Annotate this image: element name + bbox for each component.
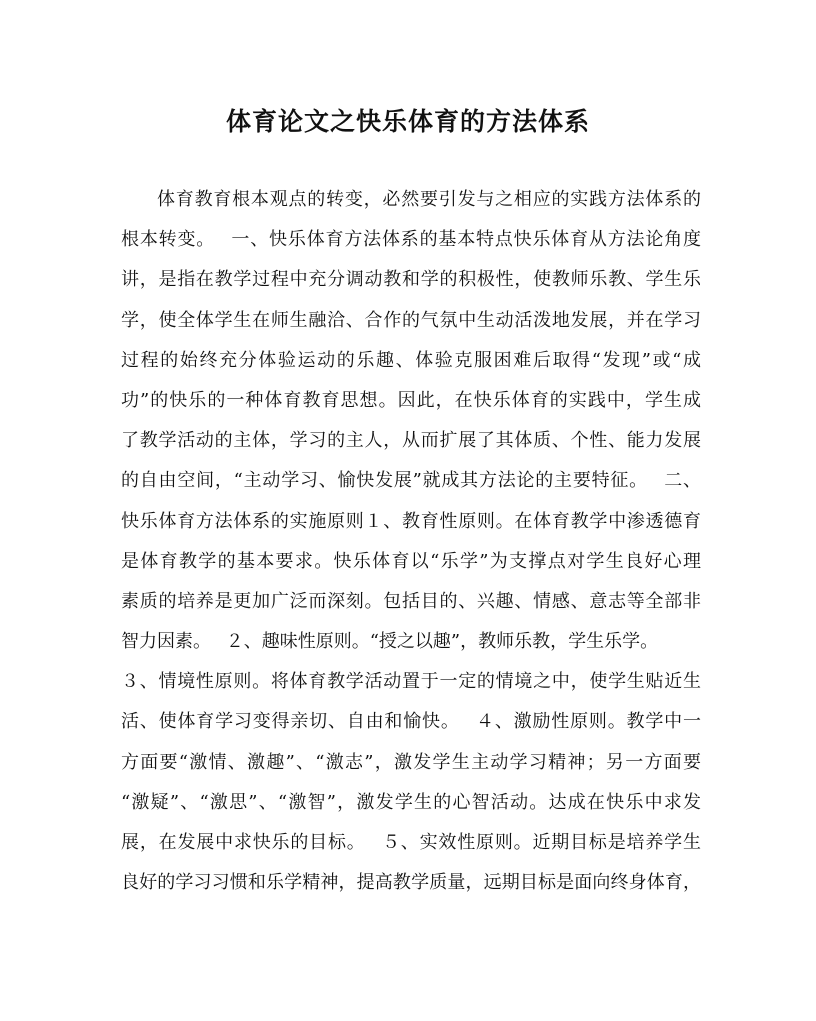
paragraph-line: ３、情境性原则。将体育教学活动置于一定的情境之中，使学生贴近生: [121, 671, 701, 693]
document-title: 体育论文之快乐体育的方法体系: [225, 107, 590, 136]
paragraph-line: 智力因素。 ２、趣味性原则。“授之以趣”，教师乐教，学生乐学。: [121, 631, 659, 653]
paragraph-line: 方面要“激情、激趣”、“激志”，激发学生主动学习精神；另一方面要: [121, 751, 701, 773]
paragraph-line: 体育教育根本观点的转变，必然要引发与之相应的实践方法体系的: [157, 189, 701, 210]
paragraph-line: 良好的学习习惯和乐学精神，提高教学质量，远期目标是面向终身体育，: [121, 872, 701, 894]
paragraph-line: 是体育教学的基本要求。快乐体育以“乐学”为支撑点对学生良好心理: [121, 550, 701, 572]
paragraph-line: 学，使全体学生在师生融洽、合作的气氛中生动活泼地发展，并在学习: [121, 309, 701, 331]
paragraph-line: 的自由空间，“主动学习、愉快发展”就成其方法论的主要特征。 二、: [121, 470, 701, 492]
paragraph-line: 活、使体育学习变得亲切、自由和愉快。 ４、激励性原则。教学中一: [121, 711, 701, 733]
paragraph-line: 讲，是指在教学过程中充分调动教和学的积极性，使教师乐教、学生乐: [121, 269, 701, 291]
paragraph-line: “激疑”、“激思”、“激智”，激发学生的心智活动。达成在快乐中求发: [121, 791, 701, 813]
document-body: [121, 180, 701, 903]
paragraph-line: 过程的始终充分体验运动的乐趣、体验克服困难后取得“发现”或“成: [121, 349, 701, 371]
paragraph-line: 功”的快乐的一种体育教育思想。因此，在快乐体育的实践中，学生成: [121, 389, 701, 411]
paragraph-line: 快乐体育方法体系的实施原则１、教育性原则。在体育教学中渗透德育: [121, 510, 701, 532]
paragraph-line: 了教学活动的主体，学习的主人，从而扩展了其体质、个性、能力发展: [121, 430, 701, 452]
paragraph-line: 展，在发展中求快乐的目标。 ５、实效性原则。近期目标是培养学生: [121, 832, 701, 853]
paragraph-line: 根本转变。 一、快乐体育方法体系的基本特点快乐体育从方法论角度: [121, 229, 701, 251]
paragraph-line: 素质的培养是更加广泛而深刻。包括目的、兴趣、情感、意志等全部非: [121, 590, 701, 612]
